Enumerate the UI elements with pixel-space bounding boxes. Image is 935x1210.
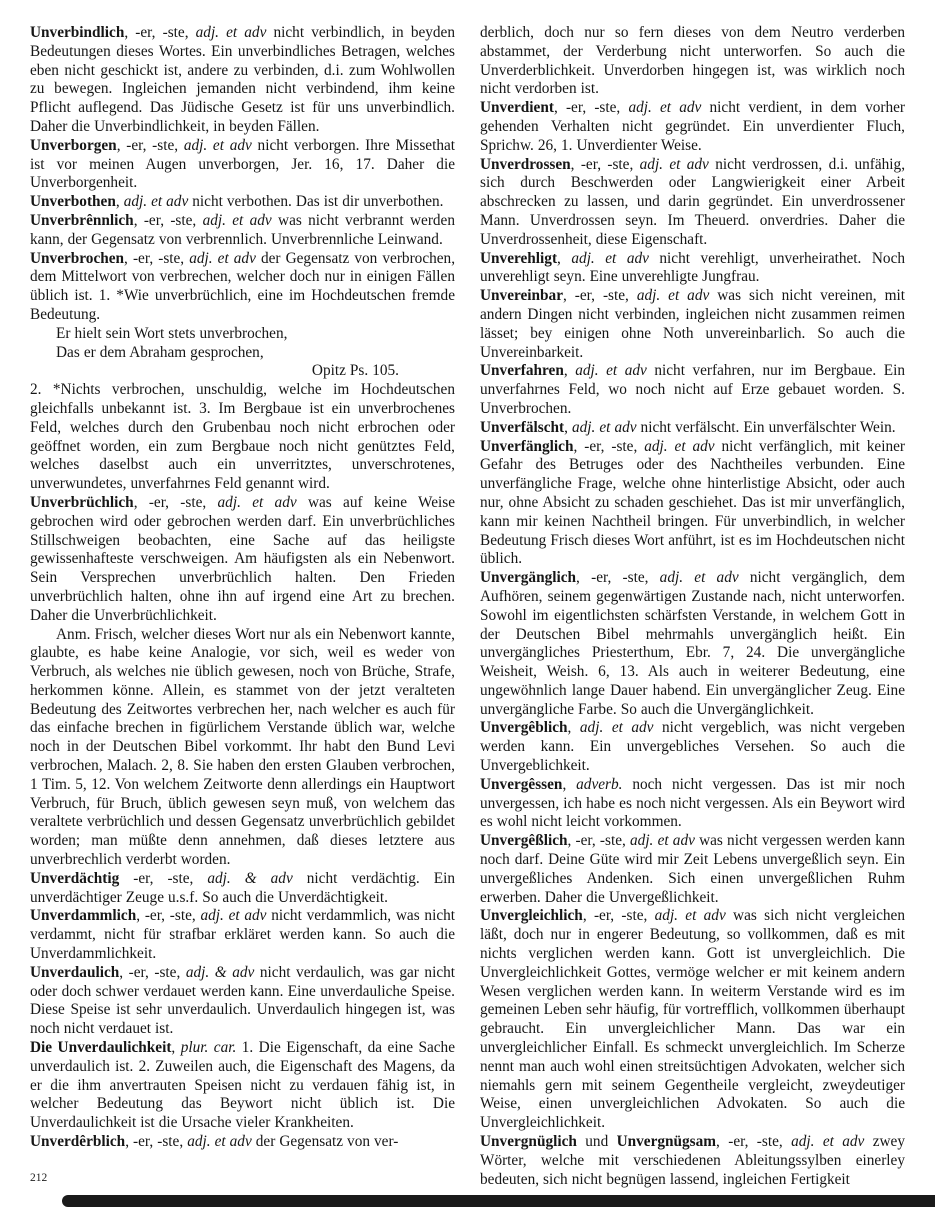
headword: Unvergêßlich xyxy=(480,832,568,850)
text-run: Anm. Frisch, welcher dieses Wort nur als ein Nebenwort kannte, glaubte, es habe keine Analogie, vor sich, weil es weder von Verbruch, als welches nie üblich gewesen, noch von Brüche, Strafe, herkommen könne. Allein, es stammet von der jetzt veralteten Bedeutung des Zeitwortes verbrechen her, nach welcher es auch für das einfache brechen in figürlichem Verstande üblich war, welche noch in der Deutschen Bibel vorkommt. Ihr habt den Bund Levi verbrochen, Malach. 2, 8. Sie haben den ersten Glauben verbrochen, 1 Tim. 5, 12. Von welchem Zeitworte denn allerdings ein Hauptwort Verbruch, für Bruch, üblich gewesen seyn muß, von welchem das veraltete verbrüchlich und dessen Gegensatz unverbrüchlich gebildet worden; man müßte denn annehmen, daß dieses letztere aus unverbrechlich verderbt worden. xyxy=(30,625,455,869)
headword: Unvergnüglich xyxy=(480,1133,577,1151)
entry-unvergessen xyxy=(480,776,905,832)
entry-unvergnueglich xyxy=(480,1133,905,1189)
grammar-label: adj. et adv xyxy=(639,155,709,173)
text-run: -er, -ste, xyxy=(119,869,208,887)
text-run: was sich nicht vergleichen läßt, doch nur in engerer Bedeutung, so vollkommen, daß es mit nichts verglichen werden kann. Gott ist unvergleichlich. Die Unvergleichlichkeit Gottes, vermöge welcher er mit keinem andern Wesen verglichen werden kann. In weiterm Verstande wird es im gemeinen Leben sehr häufig, für vortrefflich, vollkommen überhaupt gebraucht. Ein unvergleichlicher Mann. Das war ein unvergleichlicher Einfall. Es schmeckt unvergleichlich. Im Scherze nennt man auch wohl einen streitsüchtigen Advokaten, welcher sich niemahls gern mit seinem Gegentheile vergleicht, zweydeutiger Weise, einen unvergleichlichen Advokaten. So auch die Unvergleichlichkeit. xyxy=(480,907,906,1132)
headword: Unverdächtig xyxy=(30,869,120,887)
text-run: nicht verdrossen, d.i. unfähig, sich durch Beschwerden oder Langwierigkeit einer Arbeit abschrecken zu lassen, und darin gegründet. Ein unverdrossener Mann. Unverdrossen seyn. Im Theuerd. onverdries. Daher die Unverdrossenheit, diese Eigenschaft. xyxy=(480,155,906,248)
text-run: 1. Die Eigenschaft, da eine Sache unverdaulich ist. 2. Zuweilen auch, die Eigenschaft des Magens, da er die ihm anvertrauten Speisen nicht zu verdauen fähig ist, in welcher Bedeutung das Beywort nicht üblich ist. Die Unverdaulichkeit ist die Ursache vieler Krankheiten. xyxy=(30,1039,455,1132)
headword: Unverdrossen xyxy=(480,155,571,173)
text-run: nicht vergeblich, was nicht vergeben werden kann. Ein unvergebliches Versehen. So auch die Unvergeblichkeit. xyxy=(480,719,906,775)
text-run: , -er, -ste, xyxy=(116,136,184,154)
text-run: , -er, -ste, xyxy=(119,963,186,981)
entry-unverborgen xyxy=(30,137,455,193)
note-anmerkung xyxy=(30,626,455,870)
text-run: der Gegensatz von ver- xyxy=(251,1133,399,1151)
text-run: , xyxy=(557,249,572,267)
entry-unvergaenglich xyxy=(480,569,905,719)
headword: Unverbrochen xyxy=(30,249,125,267)
entry-unverdaulich xyxy=(30,964,455,1039)
headword: Unverehligt xyxy=(480,249,558,267)
headword: Unverfälscht xyxy=(480,418,565,436)
grammar-label: adj. et adv xyxy=(189,249,256,267)
text-run: nicht verfahren, nur im Bergbaue. Ein unverfahrnes Feld, wo noch nicht auf Erze gebauet worden. S. Unverbrochen. xyxy=(480,362,906,417)
text-run: , -er, -ste, xyxy=(133,493,218,511)
text-run: 2. *Nichts verbrochen, unschuldig, welche im Hochdeutschen gleichfalls unbekannt ist. 3. Im Bergbaue ist ein unverbrochenes Feld, welches durch den Grubenbau noch nicht erbrochen oder geöffnet worden, ein zum Bergbaue noch nicht genütztes Feld, welches daselbst auch ein unverritztes, unverschrotenes, unverwundetes, unverfahrnes Feld genannt wird. xyxy=(30,381,455,493)
text-run: , xyxy=(567,719,580,737)
entry-unverbrochen xyxy=(30,250,455,325)
headword: Unverfänglich xyxy=(480,437,574,455)
grammar-label: adj. et adv xyxy=(571,249,649,267)
grammar-label: adj. et adv xyxy=(575,362,647,380)
text-run: nicht verbothen. Das ist dir unverbothen. xyxy=(188,193,444,211)
grammar-label: adj. et adv xyxy=(791,1133,865,1151)
text-run: der Gegensatz von verbrochen, dem Mittelwort von verbrechen, welcher doch nur in einigen Fällen üblich ist. 1. *Wie unverbrüchlich, eine im Hochdeutschen fremde Bedeutung. xyxy=(30,249,456,323)
grammar-label: adj. et adv xyxy=(217,493,297,511)
text-run: Er hielt sein Wort stets unverbrochen, xyxy=(56,324,288,342)
entry-unverehligt xyxy=(480,250,905,288)
entry-unverbothen xyxy=(30,193,455,212)
grammar-label: adj. & adv xyxy=(185,963,255,981)
text-run: , xyxy=(564,418,572,436)
text-run: was nicht verbrannt werden kann, der Gegensatz von verbrennlich. Unverbrennliche Leinwand. xyxy=(30,211,455,248)
text-run: , xyxy=(171,1039,181,1057)
text-run: nicht verdammlich, was nicht verdammt, nicht für strafbar erkläret werden kann. So auch die Unverdammlichkeit. xyxy=(30,907,456,963)
grammar-label: adj. & adv xyxy=(207,869,293,887)
headword: Die Unverdaulichkeit xyxy=(30,1039,172,1057)
column-left xyxy=(30,24,455,1189)
grammar-label: adj. et adv xyxy=(202,211,272,229)
entry-unverbrochen-continued xyxy=(30,381,455,494)
headword: Unverbothen xyxy=(30,193,116,211)
entry-unverfahren xyxy=(480,362,905,418)
entry-unvereinbar xyxy=(480,287,905,362)
text-run: , -er, -ste, xyxy=(125,1133,188,1151)
entry-unverdient xyxy=(480,99,905,155)
text-run: , -er, -ste, xyxy=(567,832,631,850)
grammar-label: adj. et adv xyxy=(187,1133,252,1151)
text-run: , xyxy=(115,193,124,211)
text-run: , -er, -ste, xyxy=(573,437,645,455)
two-column-text-block xyxy=(30,24,905,1189)
grammar-label: adj. et adv xyxy=(654,907,726,925)
grammar-label: adverb. xyxy=(576,775,623,793)
text-run: , -er, -ste, xyxy=(576,569,660,587)
text-run: , -er, -ste, xyxy=(570,155,640,173)
grammar-label: adj. et adv xyxy=(183,136,252,154)
headword: Unvereinbar xyxy=(480,287,563,305)
headword: Unvergänglich xyxy=(480,569,577,587)
text-run: und xyxy=(576,1133,617,1151)
text-run: nicht verehligt, unverheirathet. Noch unverehligt seyn. Eine unverehligte Jungfrau. xyxy=(480,249,906,286)
headword: Unvergêssen xyxy=(480,775,563,793)
text-run: , xyxy=(563,362,576,380)
headword: Unverdaulich xyxy=(30,963,120,981)
text-run: , -er, -ste, xyxy=(124,249,190,267)
text-run: Das er dem Abraham gesprochen, xyxy=(56,343,264,361)
grammar-label: adj. et adv xyxy=(628,99,702,117)
text-run: , -er, -ste, xyxy=(582,907,655,925)
verse-line xyxy=(30,325,455,344)
grammar-label: adj. et adv xyxy=(630,832,695,850)
text-run: , -er, -ste, xyxy=(124,24,196,41)
headword: Unverborgen xyxy=(30,136,117,154)
text-run: nicht verbindlich, in beyden Bedeutungen dieses Wortes. Ein unverbindliches Betragen, welches eben nicht geschickt ist, andere zu verbinden, d.i. zum Wohlwollen zu bewegen. Ingleichen jemanden nicht verbindend, ihm keine Pflicht auflegend. Das Jüdische Gesetz ist für uns unverbindlich. Daher die Unverbindlichkeit, in beyden Fällen. xyxy=(30,24,455,135)
entry-unvergeblich xyxy=(480,719,905,775)
entry-unvergleichlich xyxy=(480,907,905,1133)
text-run: nicht verdient, in dem vorher gehenden Verhalten nicht gegründet. Ein unverdienter Fluch, Sprichw. 26, 1. Unverdienter Weise. xyxy=(480,99,906,154)
text-run: nicht vergänglich, dem Aufhören, seinem gegenwärtigen Zustande nach, nicht unterworfen. Sowohl im eigentlichsten schärfsten Verstande, in welchem Gott in der Deutschen Bibel mehrmahls unvergänglich heißt. Ein unvergängliches Priesterthum, Ebr. 7, 24. Die unvergängliche Weisheit, Weish. 6, 13. Als auch in weiterer Bedeutung, eine ungewöhnlich lange Dauer habend. Ein unvergänglicher Zeug. Eine unvergängliche Farbe. So auch die Unvergänglichkeit. xyxy=(480,569,906,718)
text-run: nicht verdächtig. Ein unverdächtiger Zeuge u.s.f. So auch die Unverdächtigkeit. xyxy=(30,869,455,906)
entry-unverdammlich xyxy=(30,907,455,963)
text-run: derblich, doch nur so fern dieses von dem Neutro verderben abstammet, der Verderbung nicht unterworfen. So auch die Unverderblichkeit. Unverdorben hingegen ist, was wirklich noch nicht verdorben ist. xyxy=(480,24,905,98)
grammar-label: adj. et adv xyxy=(571,418,637,436)
headword: Unverdient xyxy=(480,99,554,117)
grammar-label: adj. et adv xyxy=(644,437,715,455)
entry-unverdaechtig xyxy=(30,870,455,908)
grammar-label: adj. et adv xyxy=(636,287,710,305)
grammar-label: adj. et adv xyxy=(659,569,739,587)
page-number: 212 xyxy=(30,1172,48,1184)
text-run: nicht verfänglich, mit keiner Gefahr des Betruges oder des Nachtheiles verbunden. Eine unverfängliche Frage, welche ohne hinterlistige Absicht, oder auch nur, ohne Absicht zu schaden geschiehet. Das ist mir unverfänglich, kann mir keinen Nachtheil bringen. Für unverbindlich, in welcher Bedeutung Frisch dieses Wort anführt, ist es im Hochdeutschen nicht üblich. xyxy=(480,437,906,568)
text-run: nicht verborgen. Ihre Missethat ist vor meinen Augen unverborgen, Jer. 16, 17. Daher die Unverborgenheit. xyxy=(30,136,456,192)
text-run: was auf keine Weise gebrochen wird oder gebrochen werden darf. Ein unverbrüchliches Stillschweigen beobachten, eine Sache auf das heiligste gewissenhafteste verschweigen. Am häufigsten als ein Nebenwort. Sein Versprechen unverbrüchlich halten. Den Frieden unverbrüchlich halten, ohne ihn auf irgend eine Art zu brechen. Daher die Unverbrüchlichkeit. xyxy=(30,493,456,624)
headword: Unverdêrblich xyxy=(30,1133,126,1151)
text-run: nicht verfälscht. Ein unverfälschter Wein. xyxy=(636,418,896,436)
entry-die-unverdaulichkeit xyxy=(30,1039,455,1133)
grammar-label: plur. car. xyxy=(180,1039,237,1057)
text-run: , xyxy=(562,775,577,793)
headword: Unverfahren xyxy=(480,362,564,380)
entry-unverdrossen xyxy=(480,156,905,250)
entry-unvergesslich xyxy=(480,832,905,907)
verse-attribution xyxy=(30,362,455,381)
grammar-label: adj. et adv xyxy=(195,24,267,41)
verse-line xyxy=(30,344,455,363)
headword: Unvergêblich xyxy=(480,719,568,737)
entry-unverbindlich xyxy=(30,24,455,137)
text-run: was sich nicht vereinen, mit andern Dingen nicht verbinden, ingleichen nicht zusammen reimen lässet; bey einigen ohne Noth unvereinbarlich. So auch die Unvereinbarkeit. xyxy=(480,287,905,361)
scan-edge-bar xyxy=(62,1195,935,1207)
entry-unverderblich-continued xyxy=(480,24,905,99)
text-run: zwey Wörter, welche mit verschiedenen Ableitungssylben einerley bedeuten, sich nicht begnügen lassend, ingleichen Fertigkeit xyxy=(480,1133,905,1188)
headword: Unvergnügsam xyxy=(616,1133,717,1151)
text-run: , -er, -ste, xyxy=(133,211,203,229)
entry-unverfaenglich xyxy=(480,438,905,570)
headword: Unvergleichlich xyxy=(480,907,583,925)
grammar-label: adj. et adv xyxy=(579,719,654,737)
entry-unverbrennlich xyxy=(30,212,455,250)
text-run: noch nicht vergessen. Das ist mir noch unvergessen, ich habe es noch nicht vergessen. Als ein Beywort wird es wohl nicht leicht vorkommen. xyxy=(480,775,905,831)
text-run: , -er, -ste, xyxy=(553,99,629,117)
headword: Unverbrüchlich xyxy=(30,493,134,511)
column-right xyxy=(480,24,905,1189)
text-run: nicht verdaulich, was gar nicht oder doch schwer verdauet werden kann. Eine unverdauliche Speise. Diese Speise ist sehr unverdaulich. Unverdaulich hingegen ist, was noch nicht verdauet ist. xyxy=(30,963,456,1038)
headword: Unverbindlich xyxy=(30,24,125,41)
entry-unverfaelscht xyxy=(480,419,905,438)
text-run: , -er, -ste, xyxy=(563,287,637,305)
text-run: , -er, -ste, xyxy=(136,907,201,925)
text-run: was nicht vergessen werden kann noch darf. Deine Güte wird mir Zeit Lebens unvergeßlich seyn. Ein unvergeßliches Andenken. Sich einen unvergeßlichen Ruhm erwerben. Daher die Unvergeßlichkeit. xyxy=(480,832,905,906)
entry-unverbruechlich xyxy=(30,494,455,626)
headword: Unverbrênnlich xyxy=(30,211,134,229)
entry-unverderblich xyxy=(30,1133,455,1152)
text-run: , -er, -ste, xyxy=(716,1133,792,1151)
text-run: Opitz Ps. 105. xyxy=(311,362,399,380)
headword: Unverdammlich xyxy=(30,907,137,925)
grammar-label: adj. et adv xyxy=(200,907,267,925)
grammar-label: adj. et adv xyxy=(123,193,189,211)
